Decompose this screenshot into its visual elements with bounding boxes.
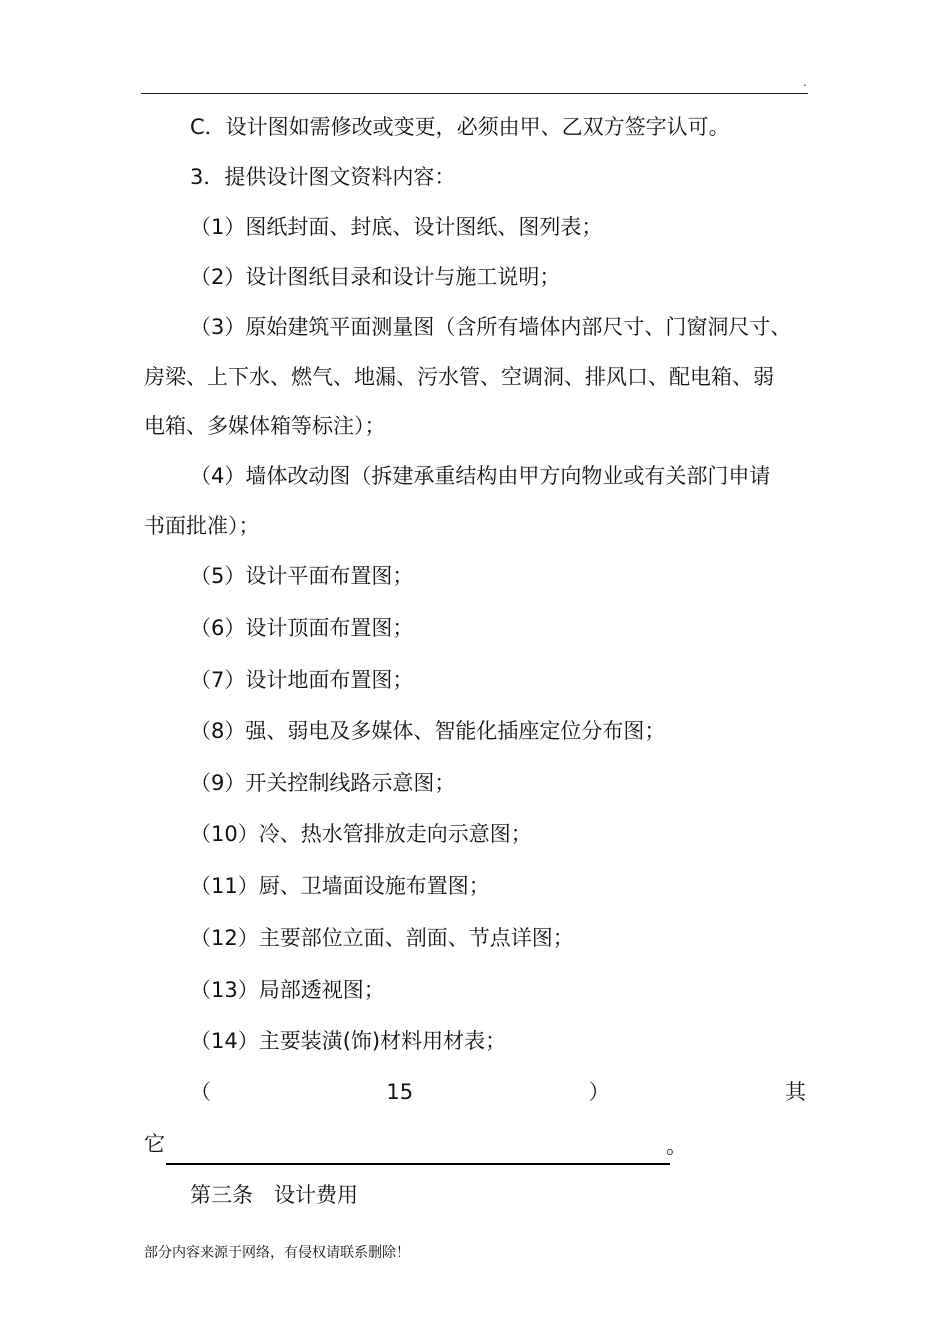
list-item: （3）原始建筑平面测量图（含所有墙体内部尺寸、门窗洞尺寸、 (190, 315, 792, 339)
list-item: （6）设计顶面布置图； (190, 616, 414, 640)
paragraph-line: C．设计图如需修改或变更，必须由甲、乙双方签字认可。 (190, 115, 730, 139)
item-15-open-paren: （ (190, 1080, 211, 1104)
list-item-continuation: 房梁、上下水、燃气、地漏、污水管、空调洞、排风口、配电箱、弱 (144, 365, 774, 389)
list-item: （12）主要部位立面、剖面、节点详图； (190, 926, 574, 950)
list-item: （13）局部透视图； (190, 978, 385, 1002)
list-item: （4）墙体改动图（拆建承重结构由甲方向物业或有关部门申请 (190, 464, 771, 488)
item-15-word-part1: 其 (785, 1080, 806, 1104)
list-item-continuation: 书面批准）； (144, 514, 260, 538)
item-15-number: 15 (386, 1080, 414, 1104)
list-item: （7）设计地面布置图； (190, 668, 414, 692)
item-15-close-paren: ） (588, 1080, 610, 1104)
item-15-end-mark: 。 (666, 1134, 687, 1158)
list-item: （14）主要装潢(饰)材料用材表； (190, 1029, 507, 1053)
item-15-word-part2: 它 (144, 1132, 165, 1156)
list-item: （5）设计平面布置图； (190, 564, 414, 588)
section-title: 第三条 设计费用 (190, 1183, 358, 1207)
list-item: （9）开关控制线路示意图； (190, 771, 456, 795)
list-item: （2）设计图纸目录和设计与施工说明； (190, 265, 561, 289)
fill-in-blank-line (166, 1163, 670, 1165)
list-item-continuation: 电箱、多媒体箱等标注）； (144, 414, 386, 438)
paragraph-line: 3．提供设计图文资料内容： (190, 165, 456, 189)
header-rule (141, 93, 808, 94)
list-item: （11）厨、卫墙面设施布置图； (190, 874, 490, 898)
footer-note: 部分内容来源于网络，有侵权请联系删除！ (144, 1245, 410, 1261)
list-item: （1）图纸封面、封底、设计图纸、图列表； (190, 215, 603, 239)
header-dot: . (803, 75, 807, 89)
list-item: （8）强、弱电及多媒体、智能化插座定位分布图； (190, 719, 666, 743)
list-item: （10）冷、热水管排放走向示意图； (190, 822, 532, 846)
item-15-row (190, 1077, 806, 1107)
